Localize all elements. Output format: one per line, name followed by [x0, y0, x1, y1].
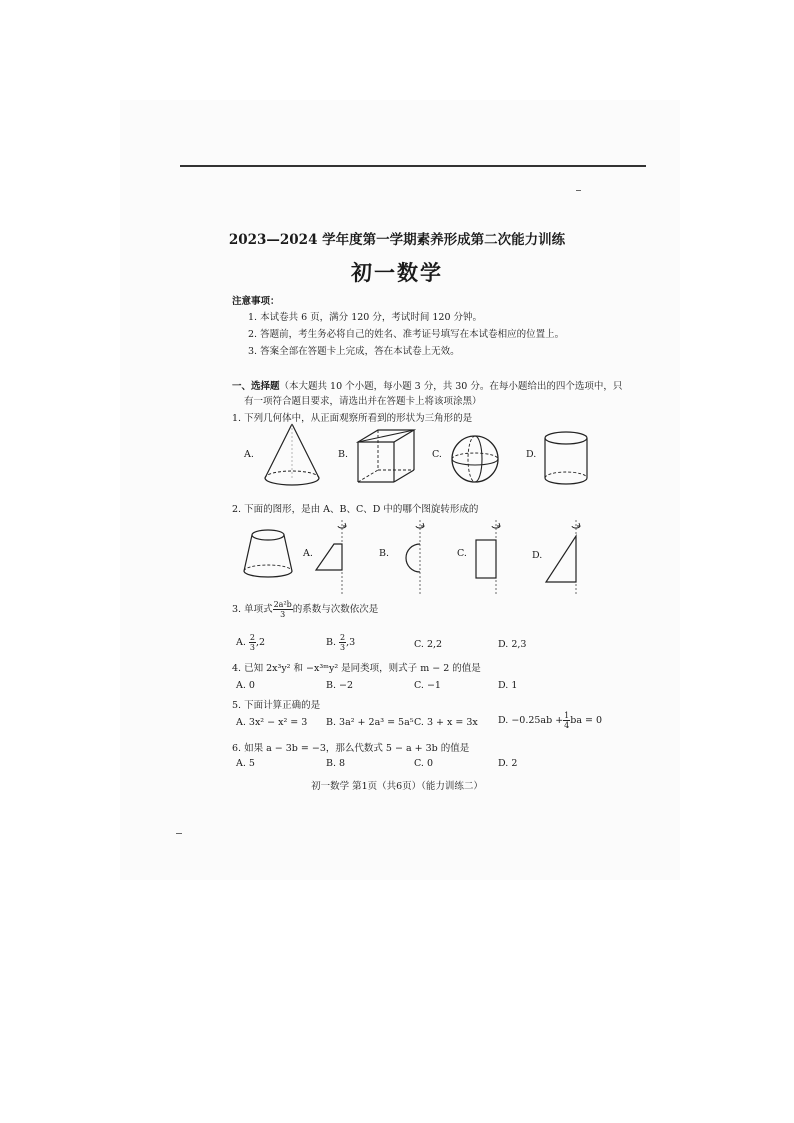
q4-stem: 4. 已知 2x³y² 和 −x³ᵐy² 是同类项，则式子 m − 2 的值是 — [232, 663, 481, 674]
q5-option-d: D. −0.25ab + $\frac{1}{4}$ ba = 0 — [498, 711, 603, 730]
q1-option-d: D. — [526, 449, 537, 460]
q6-option-c: C. 0 — [414, 758, 434, 769]
section-desc-cont: 有一项符合题目要求，请选出并在答题卡上将该项涂黑） — [244, 396, 482, 407]
corner-mark — [176, 833, 182, 834]
q3-option-c: C. 2,2 — [414, 639, 443, 650]
section-heading: 一、选择题 — [232, 381, 280, 392]
sphere-figure — [450, 434, 500, 484]
q6-option-a: A. 5 — [236, 758, 255, 769]
q3-prefix: 3. 单项式 — [232, 604, 273, 615]
q4-option-d: D. 1 — [498, 680, 518, 691]
q3-suffix: 的系数与次数依次是 — [292, 604, 379, 615]
corner-mark — [576, 190, 581, 191]
q2-option-d: D. — [532, 550, 543, 561]
q3-option-a: A. $\frac{2}{3}$ ,2 — [236, 633, 266, 652]
paper-sheet — [120, 100, 680, 880]
q3-stem — [232, 600, 378, 619]
q1-stem: 1. 下列几何体中，从正面观察所看到的形状为三角形的是 — [232, 413, 473, 424]
q1-option-b: B. — [338, 449, 349, 460]
q5-option-b: B. 3a² + 2a³ = 5a⁵ — [326, 717, 414, 728]
q3-fraction: $\frac{\text{2a²b}}{3}$ — [273, 600, 292, 619]
q4-option-a: A. 0 — [236, 680, 255, 691]
q5-stem: 5. 下面计算正确的是 — [232, 700, 321, 711]
section-desc: （本大题共 10 个小题，每小题 3 分，共 30 分。在每小题给出的四个选项中，只 — [279, 381, 623, 392]
q5-option-c: C. 3 + x = 3x — [414, 717, 478, 728]
q2-stem: 2. 下面的图形，是由 A、B、C、D 中的哪个图旋转形成的 — [232, 504, 479, 515]
q3-option-b: B. $\frac{2}{3}$ ,3 — [326, 633, 356, 652]
rectangle-rotation-figure — [470, 520, 510, 598]
notice-item: 3. 答案全部在答题卡上完成，答在本试卷上无效。 — [248, 346, 460, 357]
q6-option-b: B. 8 — [326, 758, 346, 769]
subject-title: 初一数学 — [351, 260, 443, 285]
q4-option-c: C. −1 — [414, 680, 441, 691]
trapezoid-rotation-figure — [312, 520, 352, 598]
frustum-figure — [242, 527, 294, 581]
q2-option-a: A. — [303, 548, 313, 559]
exam-title: 2023—2024 学年度第一学期素养形成第二次能力训练 — [228, 232, 566, 248]
q1-option-c: C. — [432, 449, 442, 460]
notice-item: 1. 本试卷共 6 页，满分 120 分，考试时间 120 分钟。 — [248, 312, 483, 323]
triangular-prism-figure — [354, 428, 420, 486]
section-heading-line — [232, 378, 622, 392]
notice-item: 2. 答题前，考生务必将自己的姓名、准考证号填写在本试卷相应的位置上。 — [248, 329, 565, 340]
semicircle-rotation-figure — [394, 520, 434, 598]
page-footer: 初一数学 第1页（共6页）（能力训练二） — [311, 781, 483, 792]
q3-option-d: D. 2,3 — [498, 639, 527, 650]
q4-option-b: B. −2 — [326, 680, 354, 691]
q6-option-d: D. 2 — [498, 758, 518, 769]
top-rule — [180, 165, 646, 167]
q2-option-b: B. — [379, 548, 390, 559]
cylinder-figure — [542, 430, 590, 486]
notice-heading: 注意事项： — [232, 296, 280, 307]
triangle-rotation-figure — [544, 520, 584, 598]
cone-figure — [262, 422, 322, 488]
q1-option-a: A. — [244, 449, 254, 460]
q2-option-c: C. — [457, 548, 467, 559]
q6-stem: 6. 如果 a − 3b = −3，那么代数式 5 − a + 3b 的值是 — [232, 743, 470, 754]
q5-option-a: A. 3x² − x² = 3 — [236, 717, 308, 728]
